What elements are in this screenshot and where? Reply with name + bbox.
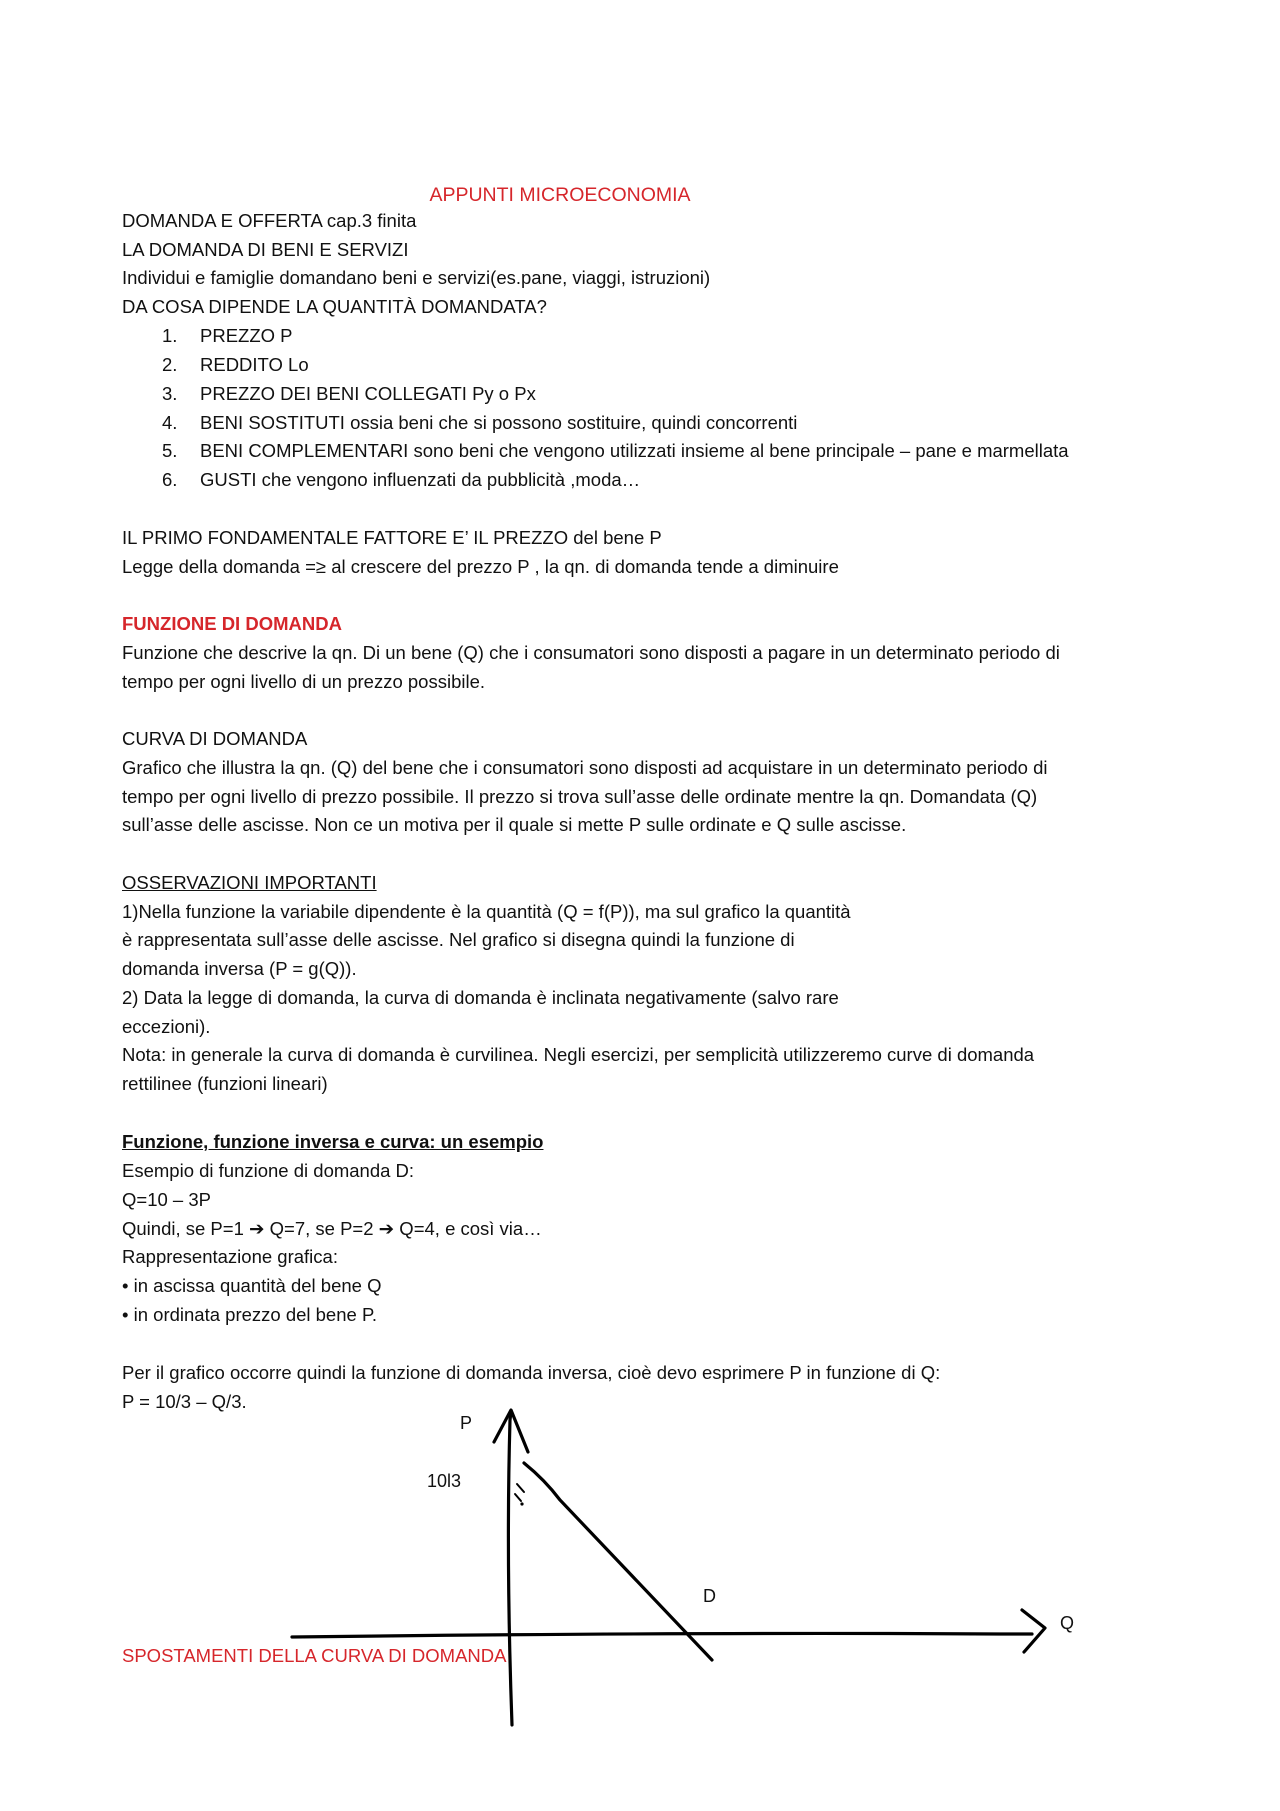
formula-line: P = 10/3 – Q/3. <box>122 1391 247 1412</box>
list-number: 6. <box>162 469 178 490</box>
paragraph-line: Esempio di funzione di domanda D: <box>122 1160 415 1181</box>
list-text: BENI COMPLEMENTARI sono beni che vengono utilizzati insieme al bene principale – pane e marmellata <box>200 440 1069 461</box>
section-heading-esempio: Funzione, funzione inversa e curva: un esempio <box>122 1131 544 1152</box>
bullet-item: • in ordinata prezzo del bene P. <box>122 1304 378 1325</box>
list-text: REDDITO Lo <box>200 354 309 375</box>
q-axis-line <box>292 1633 1032 1637</box>
list-number: 1. <box>162 325 178 346</box>
bullet-item: • in ascissa quantità del bene Q <box>122 1275 382 1296</box>
demand-curve-line <box>524 1463 712 1660</box>
list-number: 5. <box>162 440 178 461</box>
paragraph-line: è rappresentata sull’asse delle ascisse. Nel grafico si disegna quindi la funzione di <box>122 929 795 950</box>
price-line: Legge della domanda =≥ al crescere del prezzo P , la qn. di domanda tende a diminuire <box>122 556 839 577</box>
paragraph-line: Grafico che illustra la qn. (Q) del bene che i consumatori sono disposti ad acquistare in un determinato periodo di <box>122 757 1048 778</box>
q-axis-arrowhead <box>1022 1610 1045 1652</box>
paragraph-line: Per il grafico occorre quindi la funzione di domanda inversa, cioè devo esprimere P in funzione di Q: <box>122 1362 941 1383</box>
list-text: PREZZO P <box>200 325 293 346</box>
paragraph-line: rettilinee (funzioni lineari) <box>122 1073 328 1094</box>
paragraph-line: Quindi, se P=1 ➔ Q=7, se P=2 ➔ Q=4, e così via… <box>122 1218 542 1239</box>
paragraph-line: tempo per ogni livello di un prezzo possibile. <box>122 671 486 692</box>
curve-label-d: D <box>703 1586 716 1606</box>
list-text: PREZZO DEI BENI COLLEGATI Py o Px <box>200 383 536 404</box>
paragraph-line: Q=10 – 3P <box>122 1189 211 1210</box>
paragraph-line: 1)Nella funzione la variabile dipendente è la quantità (Q = f(P)), ma sul grafico la quantità <box>122 901 851 922</box>
paragraph-line: Funzione che descrive la qn. Di un bene (Q) che i consumatori sono disposti a pagare in un determinato periodo di <box>122 642 1060 663</box>
p-axis-line <box>508 1412 512 1725</box>
intro-line: Individui e famiglie domandano beni e servizi(es.pane, viaggi, istruzioni) <box>122 267 711 288</box>
paragraph-line: Nota: in generale la curva di domanda è curvilinea. Negli esercizi, per semplicità utilizzeremo curve di domanda <box>122 1044 1035 1065</box>
paragraph-line: sull’asse delle ascisse. Non ce un motiva per il quale si mette P sulle ordinate e Q sulle ascisse. <box>122 814 907 835</box>
paragraph-line: tempo per ogni livello di prezzo possibile. Il prezzo si trova sull’asse delle ordinate mentre la qn. Domandata (Q) <box>122 786 1038 807</box>
list-number: 3. <box>162 383 178 404</box>
paragraph-line: eccezioni). <box>122 1016 211 1037</box>
intro-question: DA COSA DIPENDE LA QUANTITÀ DOMANDATA? <box>122 296 547 317</box>
intro-line: DOMANDA E OFFERTA cap.3 finita <box>122 210 417 231</box>
paragraph-line: 2) Data la legge di domanda, la curva di domanda è inclinata negativamente (salvo rare <box>122 987 839 1008</box>
section-heading-funzione: FUNZIONE DI DOMANDA <box>122 613 342 634</box>
intro-line: LA DOMANDA DI BENI E SERVIZI <box>122 239 409 260</box>
intercept-dot <box>520 1502 523 1505</box>
paragraph-line: Rappresentazione grafica: <box>122 1246 338 1267</box>
paragraph-line: domanda inversa (P = g(Q)). <box>122 958 357 979</box>
p-axis-label: P <box>460 1413 473 1433</box>
section-heading-osservazioni: OSSERVAZIONI IMPORTANTI <box>122 872 377 893</box>
list-text: BENI SOSTITUTI ossia beni che si possono sostituire, quindi concorrenti <box>200 412 798 433</box>
list-text: GUSTI che vengono influenzati da pubblicità ,moda… <box>200 469 641 490</box>
section-heading-curva: CURVA DI DOMANDA <box>122 728 308 749</box>
q-axis-label: Q <box>1060 1613 1075 1633</box>
list-number: 2. <box>162 354 178 375</box>
price-line: IL PRIMO FONDAMENTALE FATTORE E’ IL PREZZO del bene P <box>122 527 662 548</box>
list-number: 4. <box>162 412 178 433</box>
page-title: APPUNTI MICROECONOMIA <box>429 184 691 206</box>
section-heading-spostamenti: SPOSTAMENTI DELLA CURVA DI DOMANDA <box>122 1645 507 1666</box>
intercept-tick-mark <box>515 1484 524 1501</box>
intercept-label: 10l3 <box>427 1471 462 1491</box>
